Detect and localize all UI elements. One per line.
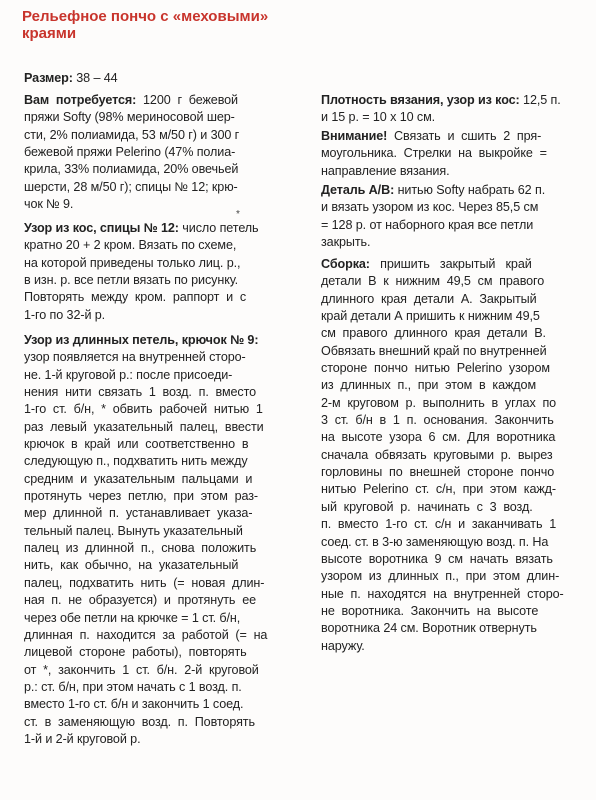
size-label: Размер: — [24, 71, 73, 85]
piece-ab-label: Деталь А/В: — [321, 183, 395, 197]
size-paragraph — [24, 70, 118, 87]
gauge-paragraph — [321, 92, 561, 127]
asterisk-mark: * — [236, 209, 240, 220]
attention-text: Связать и сшить 2 пря- моугольника. Стрелки на выкройке = направление вязания. — [321, 129, 547, 178]
materials-text: 1200 г бежевой пряжи Softy (98% мериносовой шер- сти, 2% полиамида, 53 м/50 г) и 300 г бежевой пряжи Pelerino (47% полиа- крила, 33% полиамида, 20% овечьей шерсти, 28 м/50 г); спицы № 12; крю- чок № 9. — [24, 93, 240, 212]
attention-label: Внимание! — [321, 129, 388, 143]
assembly-text: пришить закрытый край детали В к нижним 49,5 см правого длинного края детали А. Закрытый край детали А пришить к нижним 49,5 см правого длинного края детали В. Обвязать внешний край по внутренней стороне пончо нитью Pelerino узором из длинных п., при этом в каждом 2-м круговом р. выполнить в углах по 3 ст. б/н в 1 п. основания. Закончить на высоте узора 6 см. Для воротника сначала обвязать круговыми р. вырез горловины по внешней стороне пончо нитью Pelerino ст. с/н, при этом кажд- ый круговой р. начинать с 3 возд. п. вместо 1-го ст. с/н и заканчивать 1 соед. ст. в 3-ю заменяющую возд. п. На высоте воротника 9 см начать вязать узором из длинных п., при этом длин- ные п. находятся на внутренней сторо- не воротника. Закончить на высоте воротника 24 см. Воротник отвернуть наружу. — [321, 257, 564, 653]
loop-pattern-text: узор появляется на внутренней сторо- не. 1-й круговой р.: после присоеди- нения нити связать 1 возд. п. вместо 1-го ст. б/н, * обвить рабочей нитью 1 раз левый указательный палец, ввести крючок в край или соответственно в следующую п., подхватить нить между средним и указательным пальцами и протянуть через петлю, при этом раз- мер длинной п. устанавливает указа- тельный палец. Вынуть указательный палец из длинной п., снова положить нить, как обычно, на указательный палец, подхватить нить (= новая длин- ная п. не образуется) и протянуть ее через обе петли на крючке = 1 ст. б/н, длинная п. находится за работой (= на лицевой стороне работы), повторять от *, закончить 1 ст. б/н. 2-й круговой р.: ст. б/н, при этом начать с 1 возд. п. вместо 1-го ст. б/н и закончить 1 соед. ст. в заменяющую возд. п. Повторять 1-й и 2-й круговой р. — [24, 350, 268, 746]
loop-pattern-paragraph — [24, 332, 267, 748]
gauge-text: 12,5 п. и 15 р. = 10 x 10 см. — [321, 93, 561, 125]
assembly-label: Сборка: — [321, 257, 370, 271]
piece-ab-paragraph — [321, 182, 545, 251]
assembly-paragraph — [321, 256, 564, 655]
cable-pattern-text: число петель кратно 20 + 2 кром. Вязать по схеме, на которой приведены только лиц. р., в изн. р. все петли вязать по рисунку. Повторять между кром. раппорт и с 1-го по 32-й р. — [24, 221, 259, 322]
cable-pattern-paragraph — [24, 220, 259, 324]
attention-paragraph — [321, 128, 547, 180]
piece-ab-text: нитью Softy набрать 62 п. и вязать узором из кос. Через 85,5 см = 128 р. от наборного края все петли закрыть. — [321, 183, 546, 250]
loop-pattern-label: Узор из длинных петель, крючок № 9: — [24, 333, 259, 347]
left-column — [24, 0, 308, 746]
cable-pattern-label: Узор из кос, спицы № 12: — [24, 221, 179, 235]
article-title: Рельефное пончо с «меховыми» краями — [22, 8, 269, 42]
materials-paragraph — [24, 92, 239, 213]
size-text: 38 – 44 — [72, 71, 118, 85]
gauge-label: Плотность вязания, узор из кос: — [321, 93, 520, 107]
materials-label: Вам потребуется: — [24, 93, 137, 107]
right-column — [321, 0, 589, 653]
